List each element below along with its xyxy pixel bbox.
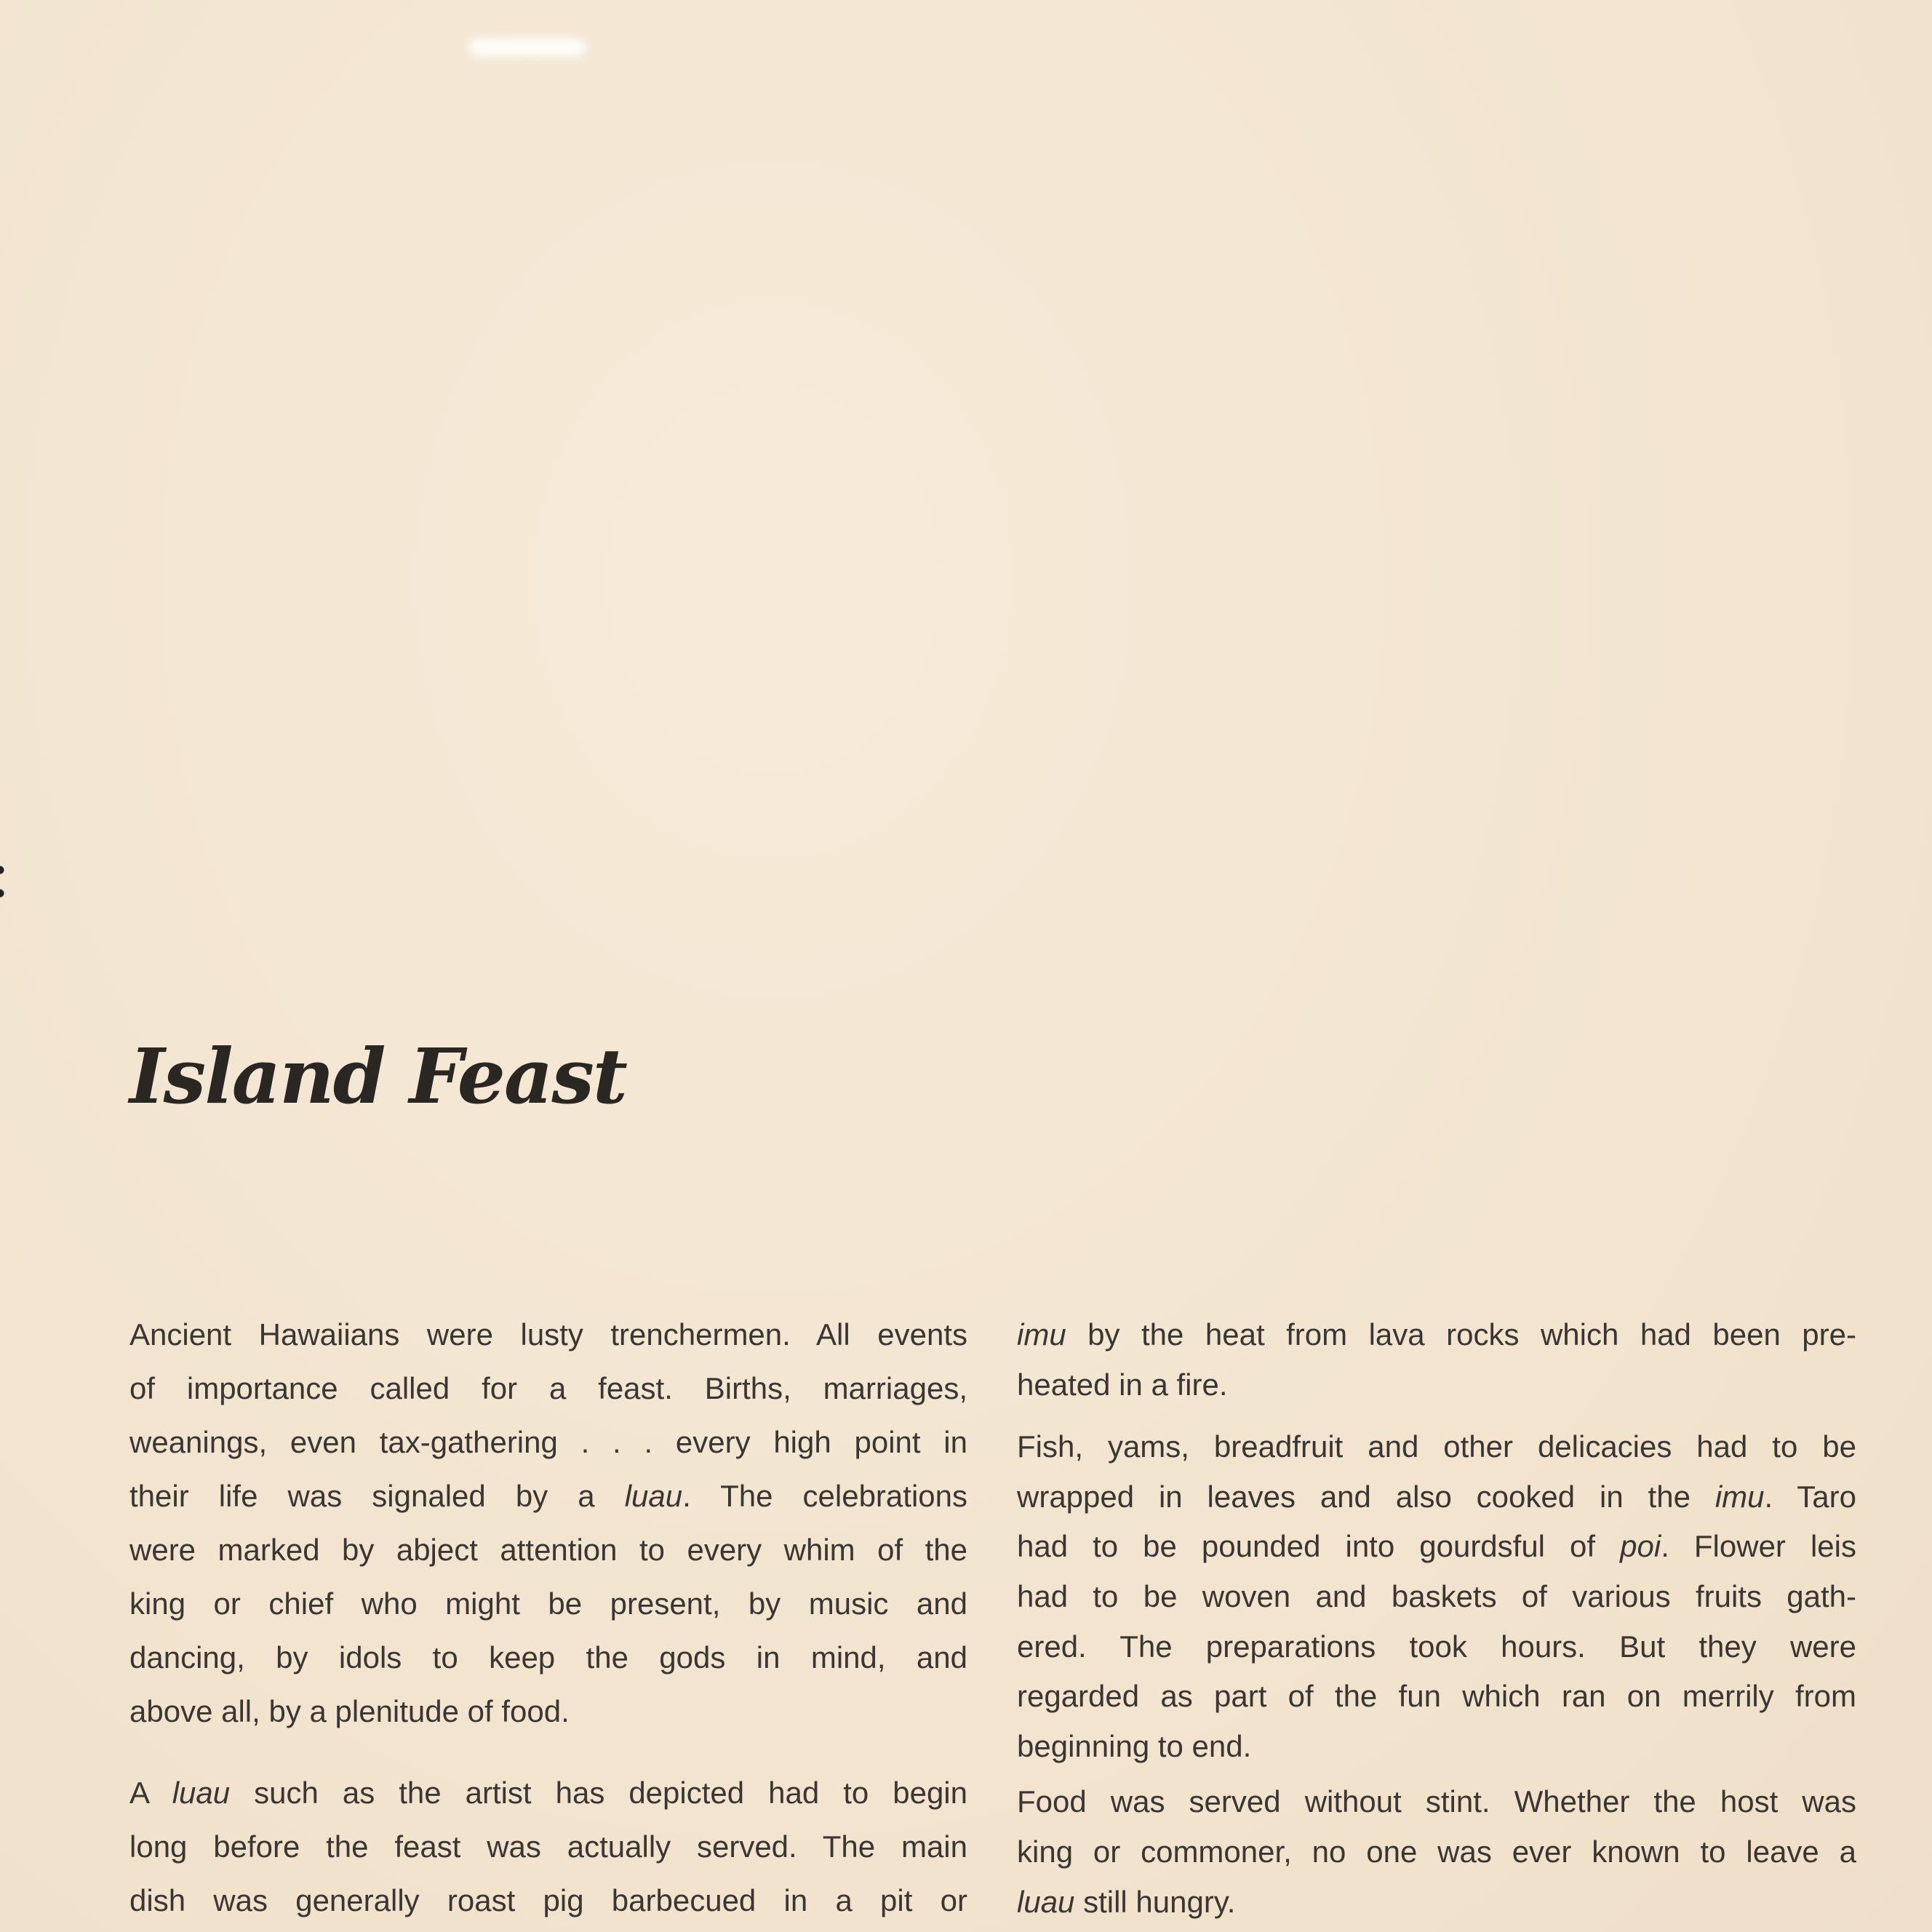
- italic-term: luau: [172, 1776, 231, 1810]
- text-segment: king or commoner, no one was ever known to leave a: [1017, 1834, 1856, 1869]
- text-line: [129, 1874, 967, 1928]
- text-segment: beginning to end.: [1017, 1728, 1252, 1763]
- text-line: [129, 1577, 967, 1631]
- text-segment: Food was served without stint. Whether the host was: [1017, 1784, 1856, 1819]
- text-line: [129, 1523, 967, 1577]
- text-segment: were marked by abject attention to every whim of the: [129, 1533, 967, 1567]
- text-segment: dancing, by idols to keep the gods in mind, and: [129, 1640, 967, 1674]
- edge-mark: [0, 864, 6, 899]
- light-glare: [468, 38, 586, 57]
- text-line: [129, 1685, 967, 1739]
- text-line: [1017, 1672, 1856, 1722]
- text-segment: of importance called for a feast. Births, marriages,: [129, 1371, 967, 1405]
- text-segment: by the heat from lava rocks which had been pre-: [1066, 1317, 1856, 1352]
- paragraph: [1017, 1777, 1856, 1927]
- italic-term: luau: [624, 1479, 683, 1513]
- paragraph: [1017, 1310, 1856, 1410]
- text-segment: heated in a fire.: [1017, 1367, 1228, 1402]
- italic-term: poi: [1620, 1529, 1661, 1564]
- text-line: [129, 1820, 967, 1874]
- text-line: [1017, 1472, 1856, 1522]
- text-segment: . The celebrations: [682, 1479, 967, 1513]
- italic-term: imu: [1017, 1317, 1066, 1352]
- text-segment: had to be woven and baskets of various fruits gath-: [1017, 1578, 1856, 1613]
- text-line: [1017, 1310, 1856, 1360]
- text-segment: had to be pounded into gourdsful of: [1017, 1529, 1621, 1564]
- text-segment: above all, by a plenitude of food.: [129, 1694, 570, 1728]
- text-segment: ered. The preparations took hours. But they were: [1017, 1629, 1856, 1664]
- text-segment: A: [129, 1776, 172, 1810]
- text-segment: . Taro: [1764, 1479, 1856, 1514]
- italic-term: imu: [1715, 1479, 1765, 1514]
- text-line: [129, 1469, 967, 1523]
- paragraph: [129, 1766, 967, 1928]
- text-line: [1017, 1422, 1856, 1472]
- text-segment: regarded as part of the fun which ran on merrily from: [1017, 1679, 1856, 1714]
- paragraph: [1017, 1422, 1856, 1771]
- paragraph: [129, 1308, 967, 1739]
- text-line: [129, 1416, 967, 1469]
- text-line: [1017, 1722, 1856, 1772]
- text-line: [129, 1631, 967, 1685]
- text-line: [1017, 1827, 1856, 1877]
- text-column-right: [1017, 1310, 1856, 1927]
- text-segment: wrapped in leaves and also cooked in the: [1017, 1479, 1715, 1514]
- text-segment: king or chief who might be present, by music and: [129, 1586, 967, 1621]
- italic-term: luau: [1017, 1884, 1075, 1919]
- text-line: [1017, 1522, 1856, 1572]
- text-segment: dish was generally roast pig barbecued in a pit or: [129, 1883, 967, 1917]
- text-segment: still hungry.: [1074, 1884, 1236, 1919]
- text-segment: such as the artist has depicted had to begin: [230, 1776, 967, 1810]
- text-segment: Fish, yams, breadfruit and other delicacies had to be: [1017, 1429, 1856, 1464]
- text-segment: . Flower leis: [1661, 1529, 1856, 1564]
- text-line: [1017, 1572, 1856, 1622]
- text-line: [1017, 1777, 1856, 1827]
- text-segment: long before the feast was actually served. The main: [129, 1829, 967, 1864]
- text-column-left: [129, 1308, 967, 1928]
- text-segment: their life was signaled by a: [129, 1479, 625, 1513]
- page-title: Island Feast: [129, 1031, 626, 1121]
- text-line: [1017, 1877, 1856, 1928]
- text-line: [129, 1362, 967, 1416]
- text-segment: Ancient Hawaiians were lusty trenchermen. All events: [129, 1317, 967, 1352]
- text-line: [1017, 1622, 1856, 1672]
- text-line: [129, 1308, 967, 1362]
- text-line: [129, 1766, 967, 1820]
- text-line: [1017, 1360, 1856, 1410]
- text-segment: weanings, even tax-gathering . . . every high point in: [129, 1425, 967, 1459]
